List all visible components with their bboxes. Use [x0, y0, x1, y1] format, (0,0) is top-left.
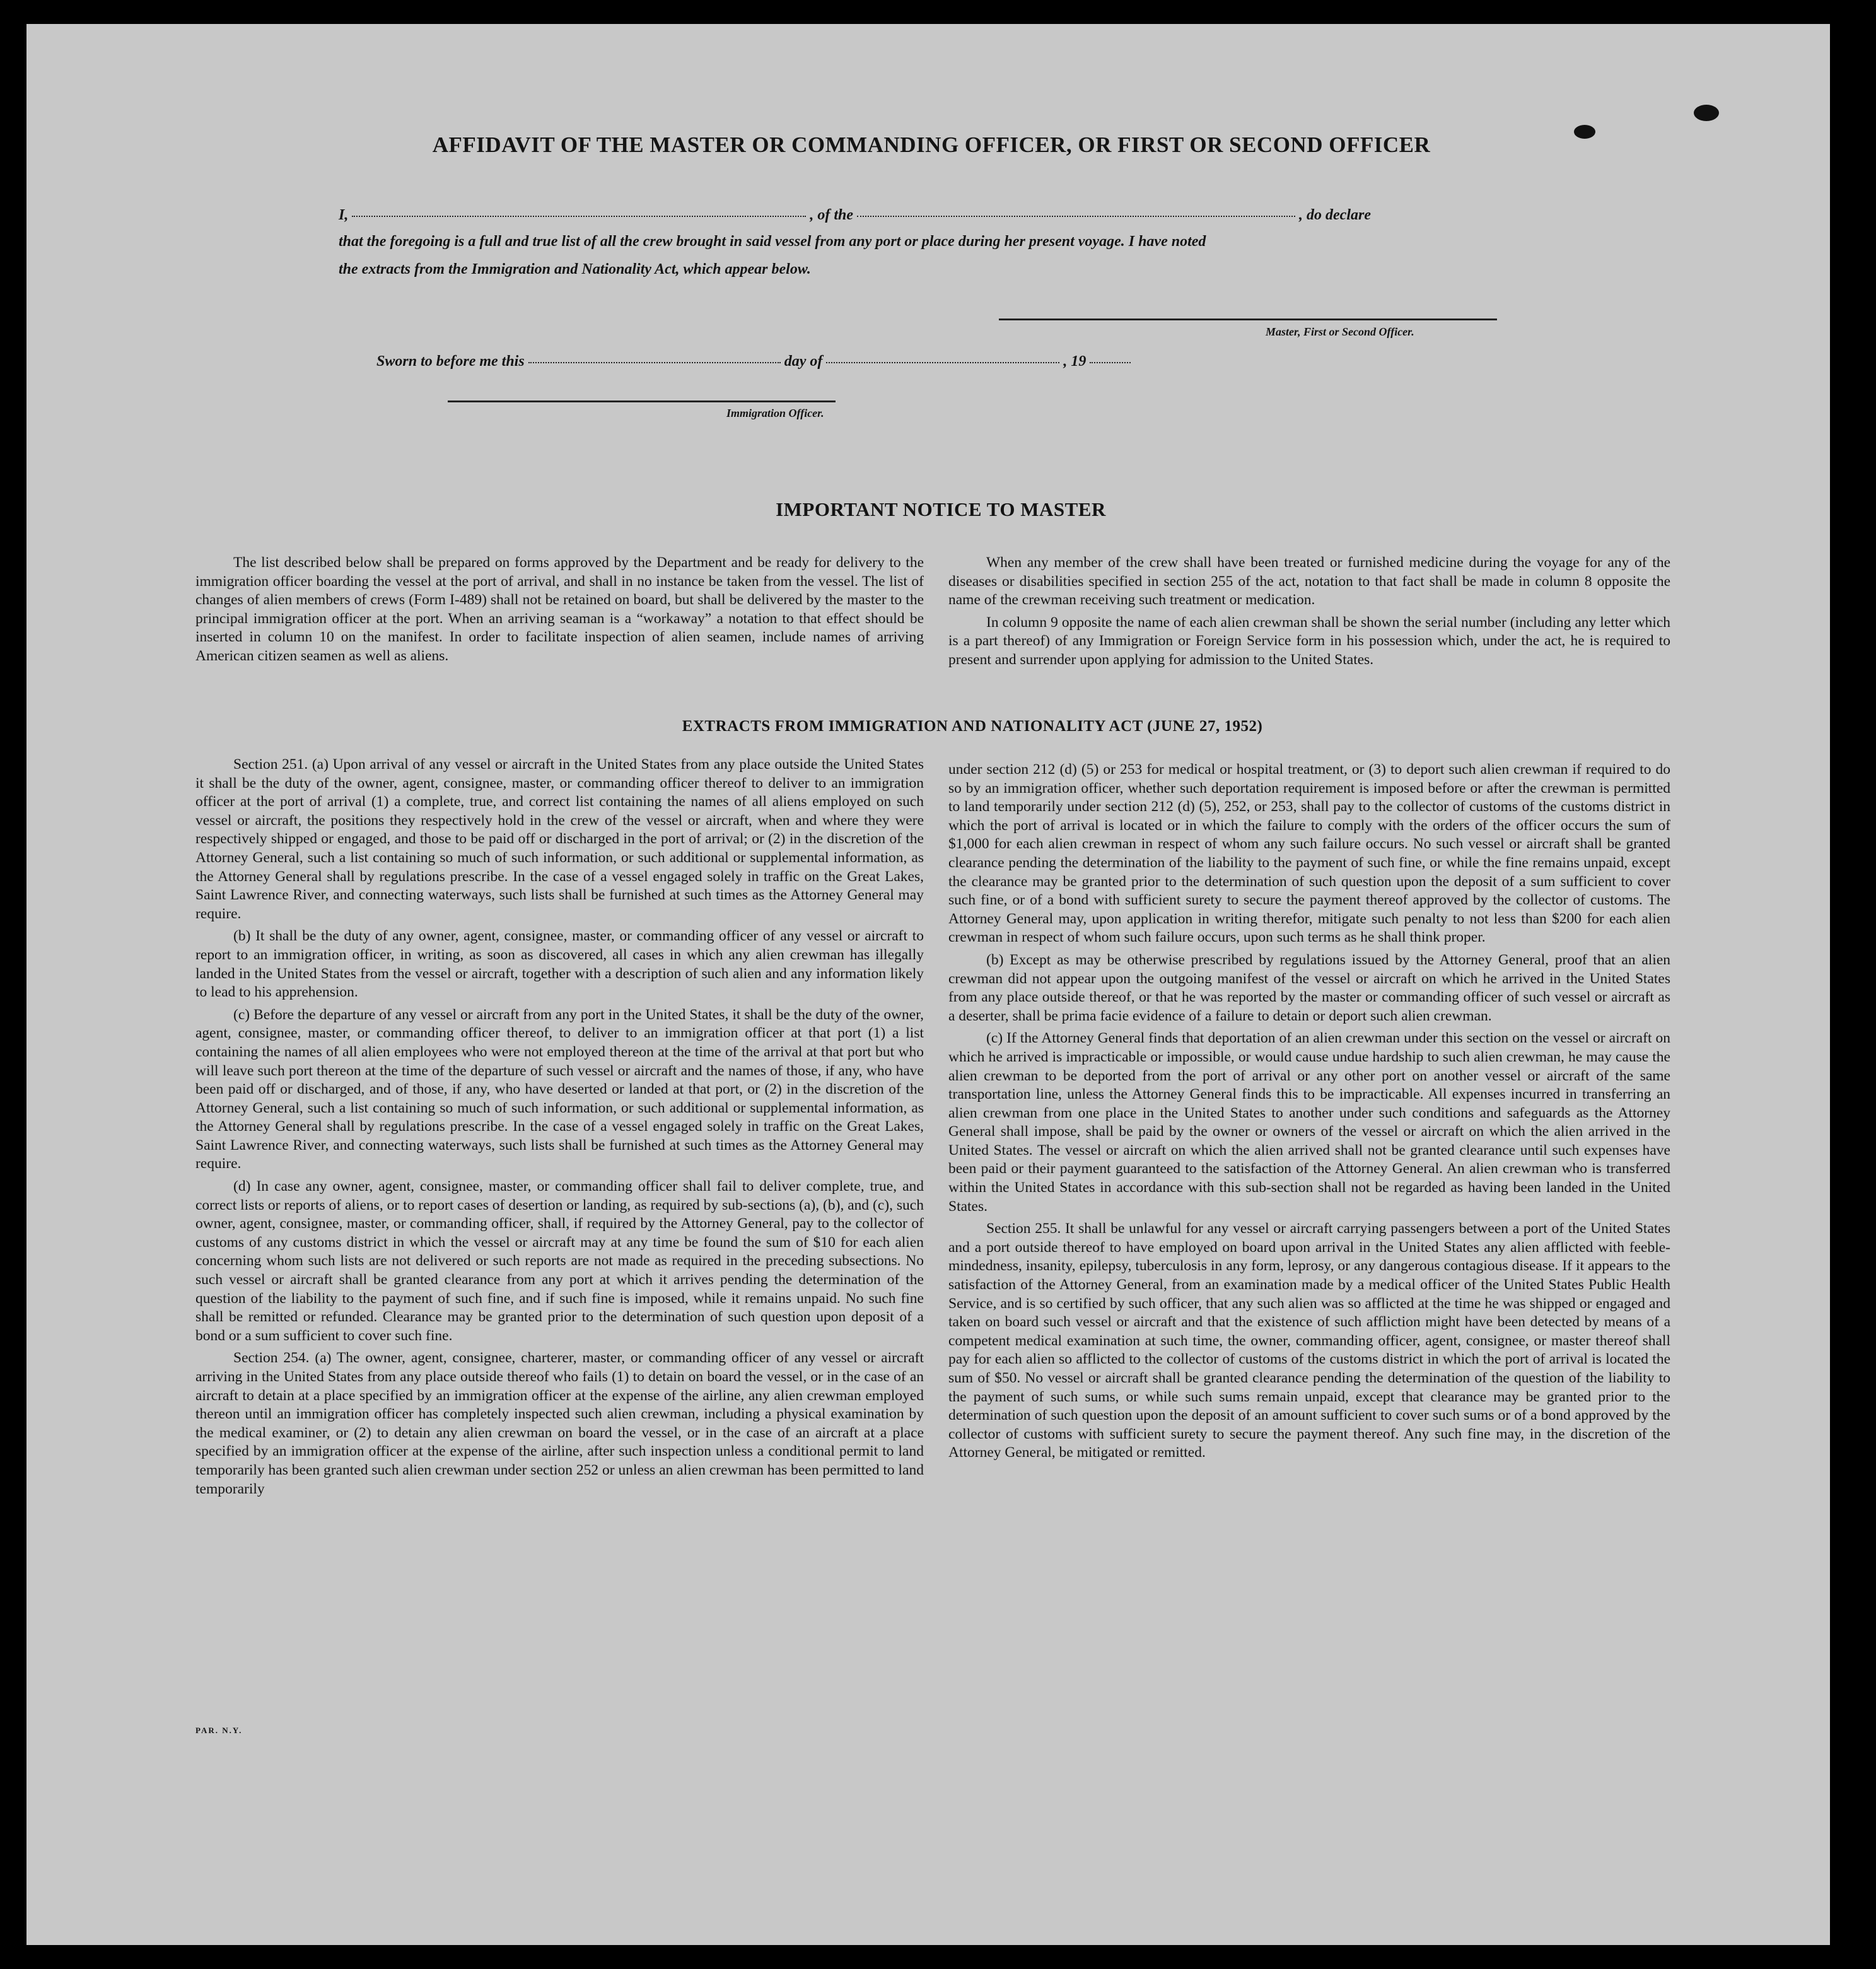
- ink-spot: [1694, 105, 1719, 121]
- sworn-month-field[interactable]: [826, 362, 1059, 363]
- sworn-line: [376, 353, 1134, 370]
- section-251-a: Section 251. (a) Upon arrival of any vessel or aircraft in the United States from any place outside the United States it shall be the duty of the owner, agent, consignee, master, or commanding officer thereof to deliver to an immigration officer at the port of arrival (1) a complete, true, and correct list containing the names of all aliens employed on such vessel or aircraft, the positions they respectively hold in the crew of the vessel or aircraft, when and where they were respectively shipped or engaged, and those to be paid off or discharged in the port of arrival; or (2) in the discretion of the Attorney General, such a list containing so much of such information, or such additional or supplemental information, as the Attorney General shall by regulations prescribe. In the case of a vessel engaged solely in traffic on the Great Lakes, Saint Lawrence River, and connecting waterways, such lists shall be furnished at such times as the Attorney General may require.: [195, 756, 924, 922]
- notice-right-paragraph-2: In column 9 opposite the name of each alien crewman shall be shown the serial number (including any letter which is a part thereof) of any Immigration or Foreign Service form in his possession which, under the act, he is required to present and surrender upon applying for admission to the United States.: [948, 614, 1670, 668]
- declaration-text: [339, 228, 1524, 283]
- notice-left-column: [195, 554, 924, 670]
- section-254-b: (b) Except as may be otherwise prescribed by regulations issued by the Attorney General, proof that an alien crewman did not appear upon the outgoing manifest of the vessel or aircraft on which he arrived in the United States from any place outside thereof, or that he was reported by the master or commanding officer of such vessel or aircraft as a deserter, shall be prima facie evidence of a failure to detain or deport such alien crewman.: [948, 951, 1670, 1024]
- extracts-right-column: [948, 761, 1670, 1466]
- sworn-year-prefix: , 19: [1063, 353, 1087, 370]
- notice-title: IMPORTANT NOTICE TO MASTER: [776, 498, 1106, 520]
- declaration-line: [339, 207, 1371, 224]
- vessel-prefix: , of the: [810, 207, 854, 223]
- sworn-day-of: day of: [784, 353, 823, 370]
- sworn-year-field[interactable]: [1090, 362, 1131, 363]
- section-251-c: (c) Before the departure of any vessel or aircraft from any port in the United States, it shall be the duty of the owner, agent, consignee, master, or commanding officer thereof, to deliver to an immigration officer at that port (1) a list containing the names of all alien employees who were not employed thereon at the time of the arrival at that port but who will leave such port thereon at the time of the departure of such vessel or aircraft and the names of those, if any, who have been paid off or discharged, and of those, if any, who have deserted or landed at that port, or (2) in the discretion of the Attorney General, such a list containing so much of such information, or such additional or supplemental information, as the Attorney General shall by regulations prescribe. In the case of a vessel engaged solely in traffic on the Great Lakes, Saint Lawrence River, and connecting waterways, such lists shall be furnished at such times as the Attorney General may require.: [195, 1006, 924, 1172]
- affidavit-title: AFFIDAVIT OF THE MASTER OR COMMANDING OFFICER, OR FIRST OR SECOND OFFICER: [432, 132, 1431, 157]
- section-254-a-continued: under section 212 (d) (5) or 253 for medical or hospital treatment, or (3) to deport such alien crewman if required to do so by an immigration officer, whether such deportation requirement is imposed before or after the crewman is permitted to land temporarily under section 212 (d) (5), 252, or 253, shall pay to the collector of customs of the customs district in which the port of arrival is located or in which the failure to comply with the orders of the officer occurs the sum of $1,000 for each alien crewman in respect of whom any such failure occurs. No such vessel or aircraft shall be granted clearance pending the determination of the liability to the payment of such fine, or while the fine remains unpaid, except the clearance may be granted prior to the determination of such question upon the deposit of a sum sufficient to cover such fine, or of a bond with sufficient surety to secure the payment thereof approved by the collector of customs. The Attorney General may, upon application in writing therefor, mitigate such penalty to not less than $200 for each alien crewman in respect of whom such failure occurs, upon such terms as he shall think proper.: [948, 761, 1670, 946]
- master-signature-label: Master, First or Second Officer.: [1266, 325, 1414, 338]
- officer-signature-label: Immigration Officer.: [726, 407, 824, 419]
- section-254-a: Section 254. (a) The owner, agent, consignee, charterer, master, or commanding officer of any vessel or aircraft arriving in the United States from any place outside thereof who fails (1) to detain on board the vessel, or in the case of an aircraft to detain at a place specified by an immigration officer at the expense of the airline, any alien crewman employed thereon until an immigration officer has completely inspected such alien crewman, including a physical examination by the medical examiner, or (2) to detain any alien crewman on board the vessel, or in the case of an aircraft at a place specified by an immigration officer at the expense of the airline, after such inspection unless a conditional permit to land temporarily has been granted such alien crewman under section 252 or unless an alien crewman has been permitted to land temporarily: [195, 1350, 924, 1497]
- sworn-day-field[interactable]: [528, 362, 781, 363]
- declarant-name-field[interactable]: [352, 216, 806, 217]
- notice-right-column: [948, 554, 1670, 674]
- printer-mark: PAR. N.Y.: [195, 1726, 243, 1735]
- notice-right-paragraph-1: When any member of the crew shall have been treated or furnished medicine during the voyage for any of the diseases or disabilities specified in section 255 of the act, notation to that fact shall be made in column 8 opposite the name of the crewman receiving such treatment or medication.: [948, 554, 1670, 609]
- vessel-name-field[interactable]: [857, 216, 1295, 217]
- notice-left-paragraph: The list described below shall be prepared on forms approved by the Department and be ready for delivery to the immigration officer boarding the vessel at the port of arrival, and shall in no instance be taken from the vessel. The list of changes of alien members of crews (Form I-489) shall not be retained on board, but shall be delivered by the master to the principal immigration officer at the port. When an arriving seaman is a “workaway” a notation to that effect should be inserted in column 10 on the manifest. In order to facilitate inspection of alien seamen, include names of arriving American citizen seamen as well as aliens.: [195, 554, 924, 664]
- extracts-left-column: [195, 756, 924, 1502]
- declaration-line-3: the extracts from the Immigration and Nationality Act, which appear below.: [339, 261, 811, 278]
- section-254-c: (c) If the Attorney General finds that deportation of an alien crewman under this section on the vessel or aircraft on which he arrived is impracticable or impossible, or would cause undue hardship to such alien crewman, he may cause the alien crewman to be deported from the port of arrival or any other port on another vessel or aircraft of the same transportation line, unless the Attorney General finds this to be impracticable. All expenses incurred in transferring an alien crewman from one place in the United States to another under such conditions and safeguards as the Attorney General shall impose, shall be paid by the owner or owners of the vessel or aircraft on which the alien arrived in the United States. The vessel or aircraft on which the alien arrived shall not be granted clearance until such expenses have been paid or their payment guaranteed to the satisfaction of the Attorney General. An alien crewman who is transferred within the United States in accordance with this sub-section shall not be regarded as having been landed in the United States.: [948, 1030, 1670, 1215]
- declare-suffix: , do declare: [1299, 207, 1371, 223]
- section-251-d: (d) In case any owner, agent, consignee, master, or commanding officer shall fail to deliver complete, true, and correct lists or reports of aliens, or to report cases of desertion or landing, as required by sub-sections (a), (b), and (c), such owner, agent, consignee, master, or commanding officer, shall, if required by the Attorney General, pay to the collector of customs of any customs district in which the vessel or aircraft may at any time be found the sum of $10 for each alien concerning whom such lists are not delivered or such reports are not made as required in the preceding subsections. No such vessel or aircraft shall be granted clearance from any port at which it arrives pending the determination of the question of the liability to the payment of such fine, and if such fine is imposed, while it remains unpaid. No such fine shall be remitted or refunded. Clearance may be granted prior to the determination of such question upon deposit of a bond or a sum sufficient to cover such fine.: [195, 1178, 924, 1344]
- section-255: Section 255. It shall be unlawful for any vessel or aircraft carrying passengers between a port of the United States and a port outside thereof to have employed on board upon arrival in the United States any alien afflicted with feeble-mindedness, insanity, epilepsy, tuberculosis in any form, leprosy, or any dangerous contagious disease. If it appears to the satisfaction of the Attorney General, from an examination made by a medical officer of the United States Public Health Service, and is so certified by such officer, that any such alien was so afflicted at the time he was shipped or engaged and taken on board such vessel or aircraft and that the existence of such affliction might have been detected by means of a competent medical examination at such time, the owner, commanding officer, agent, consignee, or master thereof shall pay for each alien so afflicted to the collector of customs of the customs district in which the port of arrival is located the sum of $50. No vessel or aircraft shall be granted clearance pending the determination of the question of the liability to the payment of such sums, or while such sums remain unpaid, except that clearance may be granted prior to the determination of such question upon the deposit of an amount sufficient to cover such sums or of a bond approved by the collector of customs with sufficient surety to secure the payment thereof. Any such fine may, in the discretion of the Attorney General, be mitigated or remitted.: [948, 1220, 1670, 1461]
- officer-signature-line[interactable]: [448, 400, 836, 402]
- ink-spot: [1574, 125, 1595, 139]
- section-251-b: (b) It shall be the duty of any owner, agent, consignee, master, or commanding officer of any vessel or aircraft to report to an immigration officer, in writing, as soon as discovered, all cases in which any alien crewman has illegally landed in the United States from the vessel or aircraft, together with a description of such alien and any information likely to lead to his apprehension.: [195, 928, 924, 1001]
- extracts-title: EXTRACTS FROM IMMIGRATION AND NATIONALITY ACT (JUNE 27, 1952): [682, 718, 1263, 735]
- declaration-line-2: that the foregoing is a full and true list of all the crew brought in said vessel from any port or place during her present voyage. I have noted: [339, 233, 1206, 250]
- declarant-prefix: I,: [339, 207, 349, 223]
- master-signature-line[interactable]: [999, 318, 1497, 320]
- sworn-prefix: Sworn to before me this: [376, 353, 525, 370]
- document-page: [26, 24, 1830, 1945]
